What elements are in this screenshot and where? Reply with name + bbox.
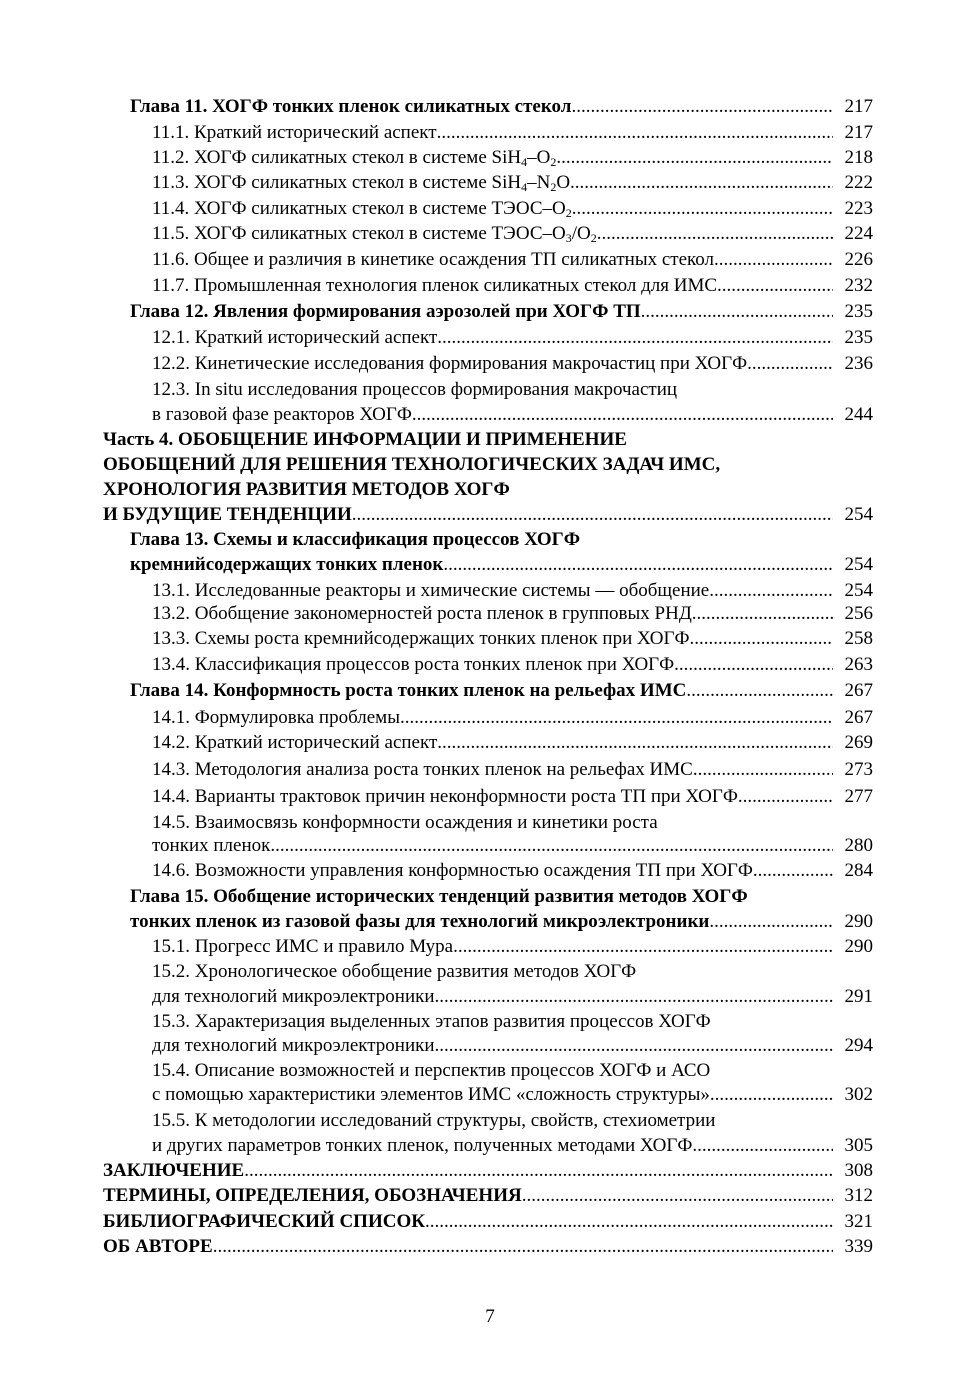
- toc-page-number: 294: [844, 1035, 873, 1056]
- dot-leader: [437, 325, 832, 350]
- toc-entry-s15-2-line-1[interactable]: [152, 959, 636, 984]
- toc-entry-s12-2[interactable]: [152, 351, 873, 376]
- toc-entry-s12-3-line-2[interactable]: [152, 402, 873, 427]
- dot-leader: [738, 784, 833, 809]
- toc-page-number: 256: [844, 603, 873, 624]
- dot-leader: [693, 757, 833, 782]
- toc-page-number: 305: [844, 1135, 873, 1156]
- toc-page-number: 277: [844, 786, 873, 807]
- toc-entry-title: 13.4. Классификация процессов роста тонких пленок при ХОГФ: [152, 654, 675, 675]
- toc-page-number: 263: [844, 654, 873, 675]
- toc-page-number: 232: [844, 275, 873, 296]
- toc-page-number: 235: [844, 301, 873, 322]
- toc-entry-ch14[interactable]: [130, 678, 873, 703]
- toc-entry-s12-1[interactable]: [152, 325, 873, 350]
- toc-entry-title: Глава 11. ХОГФ тонких пленок силикатных стекол: [130, 96, 572, 117]
- toc-entry-part4-line-3[interactable]: [103, 477, 510, 502]
- toc-page-number: 273: [844, 759, 873, 780]
- toc-entry-ch11[interactable]: [130, 94, 873, 119]
- toc-entry-title: И БУДУЩИЕ ТЕНДЕНЦИИ: [103, 504, 352, 525]
- toc-entry-s13-4[interactable]: [152, 652, 873, 677]
- dot-leader: [692, 601, 833, 626]
- page-number: 7: [485, 1306, 495, 1327]
- toc-entry-s11-6[interactable]: [152, 247, 873, 272]
- toc-page-number: 235: [844, 327, 873, 348]
- toc-entry-s13-3[interactable]: [152, 626, 873, 651]
- toc-entry-part4-line-1[interactable]: [103, 427, 627, 452]
- toc-entry-title: 15.1. Прогресс ИМС и правило Мура: [152, 936, 454, 957]
- toc-page-number: 222: [844, 172, 873, 193]
- toc-entry-title: кремнийсодержащих тонких пленок: [130, 554, 444, 575]
- toc-entry-title: с помощью характеристики элементов ИМС «сложность структуры»: [152, 1084, 710, 1105]
- toc-entry-title: для технологий микроэлектроники: [152, 1035, 435, 1056]
- toc-entry-s15-2-line-2[interactable]: [152, 984, 873, 1009]
- toc-page-number: 223: [844, 198, 873, 219]
- toc-page-number: 290: [844, 911, 873, 932]
- toc-page-number: 267: [844, 707, 873, 728]
- toc-entry-title: 12.3. In situ исследования процессов формирования макрочастиц: [152, 379, 678, 400]
- toc-entry-title: 14.5. Взаимосвязь конформности осаждения и кинетики роста: [152, 812, 658, 833]
- dot-leader: [674, 652, 832, 677]
- toc-entry-s15-4-line-2[interactable]: [152, 1082, 873, 1107]
- dot-leader: [690, 626, 833, 651]
- toc-entry-title: в газовой фазе реакторов ХОГФ: [152, 404, 412, 425]
- dot-leader: [710, 1082, 833, 1107]
- toc-entry-s14-4[interactable]: [152, 784, 873, 809]
- toc-page-number: 312: [844, 1185, 873, 1206]
- toc-entry-title: тонких пленок: [152, 835, 271, 856]
- toc-page-number: 244: [844, 404, 873, 425]
- toc-page-number: 226: [844, 249, 873, 270]
- toc-entry-s11-1[interactable]: [152, 120, 873, 145]
- toc-page-number: 291: [844, 986, 873, 1007]
- toc-entry-title: ХРОНОЛОГИЯ РАЗВИТИЯ МЕТОДОВ ХОГФ: [103, 479, 510, 500]
- dot-leader: [435, 1033, 833, 1058]
- toc-entry-title: Глава 12. Явления формирования аэрозолей при ХОГФ ТП: [130, 301, 641, 322]
- dot-leader: [522, 1183, 833, 1208]
- toc-entry-s15-5-line-1[interactable]: [152, 1108, 715, 1133]
- toc-entry-title: 13.3. Схемы роста кремнийсодержащих тонких пленок при ХОГФ: [152, 628, 690, 649]
- toc-entry-title: 12.2. Кинетические исследования формирования макрочастиц при ХОГФ: [152, 353, 748, 374]
- toc-entry-title: 11.5. ХОГФ силикатных стекол в системе ТЭОС–$O_3/O_2$: [152, 223, 597, 245]
- toc-entry-ch15-line-1[interactable]: [130, 884, 748, 909]
- toc-page-number: 290: [844, 936, 873, 957]
- toc-entry-title: Глава 14. Конформность роста тонких пленок на рельефах ИМС: [130, 680, 687, 701]
- toc-entry-title: 15.2. Хронологическое обобщение развития методов ХОГФ: [152, 961, 637, 982]
- dot-leader: [435, 984, 833, 1009]
- dot-leader: [352, 502, 833, 527]
- toc-entry-title: тонких пленок из газовой фазы для технологий микроэлектроники: [130, 911, 710, 932]
- toc-entry-s14-5-line-2[interactable]: [152, 833, 873, 858]
- toc-entry-title: 14.6. Возможности управления конформностью осаждения ТП при ХОГФ: [152, 860, 753, 881]
- toc-entry-title: ОБОБЩЕНИЙ ДЛЯ РЕШЕНИЯ ТЕХНОЛОГИЧЕСКИХ ЗАДАЧ ИМС,: [103, 454, 721, 475]
- toc-entry-s14-3[interactable]: [152, 757, 873, 782]
- dot-leader: [244, 1158, 832, 1183]
- toc-page-number: 217: [844, 122, 873, 143]
- dot-leader: [270, 833, 832, 858]
- toc-entry-title: БИБЛИОГРАФИЧЕСКИЙ СПИСОК: [103, 1211, 426, 1232]
- toc-entry-s13-1[interactable]: [152, 578, 873, 603]
- dot-leader: [437, 120, 833, 145]
- toc-page-number: 308: [844, 1160, 873, 1181]
- toc-entry-part4-line-4[interactable]: [103, 502, 873, 527]
- toc-entry-title: 15.3. Характеризация выделенных этапов развития процессов ХОГФ: [152, 1011, 711, 1032]
- toc-entry-author[interactable]: [103, 1234, 873, 1259]
- dot-leader: [437, 730, 832, 755]
- dot-leader: [597, 221, 833, 246]
- toc-entry-title: 11.2. ХОГФ силикатных стекол в системе $SiH_4-O_2$: [152, 147, 557, 169]
- toc-entry-s11-7[interactable]: [152, 273, 873, 298]
- toc-entry-title: для технологий микроэлектроники: [152, 986, 435, 1007]
- toc-entry-s14-2[interactable]: [152, 730, 873, 755]
- toc-entry-title: Часть 4. ОБОБЩЕНИЕ ИНФОРМАЦИИ И ПРИМЕНЕНИЕ: [103, 429, 627, 450]
- toc-entry-s14-1[interactable]: [152, 705, 873, 730]
- toc-page-number: 302: [844, 1084, 873, 1105]
- toc-entry-ch13-line-1[interactable]: [130, 527, 580, 552]
- toc-page-number: 254: [844, 580, 873, 601]
- dot-leader: [213, 1234, 833, 1259]
- dot-leader: [425, 1209, 832, 1234]
- toc-entry-title: 14.4. Варианты трактовок причин неконформности роста ТП при ХОГФ: [152, 786, 738, 807]
- toc-entry-title: 13.1. Исследованные реакторы и химические системы — обобщение: [152, 580, 710, 601]
- toc-page-number: 269: [844, 732, 873, 753]
- toc-entry-title: 15.5. К методологии исследований структуры, свойств, стехиометрии: [152, 1110, 716, 1131]
- dot-leader: [686, 678, 832, 703]
- dot-leader: [412, 402, 833, 427]
- toc-entry-s14-6[interactable]: [152, 858, 873, 883]
- toc-page-number: 284: [844, 860, 873, 881]
- toc-entry-title: Глава 15. Обобщение исторических тенденций развития методов ХОГФ: [130, 886, 748, 907]
- toc-page-number: 321: [844, 1211, 873, 1232]
- toc-entry-title: и других параметров тонких пленок, полученных методами ХОГФ: [152, 1135, 693, 1156]
- toc-page-number: 236: [844, 353, 873, 374]
- toc-entry-title: ОБ АВТОРЕ: [103, 1236, 213, 1257]
- toc-entry-part4-line-2[interactable]: [103, 452, 720, 477]
- toc-entry-ch15-line-2[interactable]: [130, 909, 873, 934]
- dot-leader: [709, 909, 832, 934]
- toc-entry-title: 14.2. Краткий исторический аспект: [152, 732, 438, 753]
- toc-entry-terms[interactable]: [103, 1183, 873, 1208]
- toc-entry-s15-3-line-1[interactable]: [152, 1009, 711, 1034]
- dot-leader: [747, 351, 832, 376]
- toc-entry-s11-2[interactable]: [152, 145, 873, 170]
- toc-entry-title: 11.1. Краткий исторический аспект: [152, 122, 437, 143]
- toc-page-number: 258: [844, 628, 873, 649]
- toc-page-number: 267: [844, 680, 873, 701]
- dot-leader: [641, 299, 833, 324]
- toc-page-number: 339: [844, 1236, 873, 1257]
- dot-leader: [714, 247, 832, 272]
- toc-entry-s12-3-line-1[interactable]: [152, 377, 677, 402]
- toc-page-number: 254: [844, 504, 873, 525]
- toc-entry-title: 11.3. ХОГФ силикатных стекол в системе $SiH_4-N_2O$: [152, 172, 571, 194]
- toc-entry-s11-3[interactable]: [152, 170, 873, 195]
- dot-leader: [453, 934, 832, 959]
- toc-entry-title: 14.1. Формулировка проблемы: [152, 707, 400, 728]
- toc-entry-title: ЗАКЛЮЧЕНИЕ: [103, 1160, 245, 1181]
- toc-entry-title: 11.4. ХОГФ силикатных стекол в системе ТЭОС–$O_2$: [152, 198, 572, 220]
- toc-entry-title: ТЕРМИНЫ, ОПРЕДЕЛЕНИЯ, ОБОЗНАЧЕНИЯ: [103, 1185, 522, 1206]
- dot-leader: [443, 552, 832, 577]
- dot-leader: [717, 273, 832, 298]
- toc-entry-title: 11.7. Промышленная технология пленок силикатных стекол для ИМС: [152, 275, 718, 296]
- toc-entry-ch12[interactable]: [130, 299, 873, 324]
- toc-page-number: 254: [844, 554, 873, 575]
- toc-entry-title: 12.1. Краткий исторический аспект: [152, 327, 438, 348]
- toc-entry-s14-5-line-1[interactable]: [152, 810, 658, 835]
- dot-leader: [753, 858, 833, 883]
- toc-page-number: 218: [844, 147, 873, 168]
- toc-entry-s15-4-line-1[interactable]: [152, 1058, 710, 1083]
- toc-page-number: 217: [844, 96, 873, 117]
- toc-entry-title: Глава 13. Схемы и классификация процессов ХОГФ: [130, 529, 581, 550]
- toc-entry-title: 13.2. Обобщение закономерностей роста пленок в групповых РНД: [152, 603, 692, 624]
- toc-entry-biblio[interactable]: [103, 1209, 873, 1234]
- toc-entry-s15-3-line-2[interactable]: [152, 1033, 873, 1058]
- toc-entry-ch13-line-2[interactable]: [130, 552, 873, 577]
- dot-leader: [709, 578, 832, 603]
- toc-entry-title: 11.6. Общее и различия в кинетике осаждения ТП силикатных стекол: [152, 249, 715, 270]
- toc-entry-s11-4[interactable]: [152, 196, 873, 221]
- toc-entry-title: 14.3. Методология анализа роста тонких пленок на рельефах ИМС: [152, 759, 693, 780]
- toc-entry-s11-5[interactable]: [152, 221, 873, 246]
- dot-leader: [570, 170, 832, 195]
- toc-entry-s15-1[interactable]: [152, 934, 873, 959]
- dot-leader: [571, 94, 832, 119]
- toc-entry-s15-5-line-2[interactable]: [152, 1133, 873, 1158]
- toc-entry-conclusion[interactable]: [103, 1158, 873, 1183]
- dot-leader: [572, 196, 833, 221]
- dot-leader: [692, 1133, 832, 1158]
- dot-leader: [400, 705, 833, 730]
- toc-page-number: 224: [844, 223, 873, 244]
- toc-entry-title: 15.4. Описание возможностей и перспектив процессов ХОГФ и АСО: [152, 1060, 711, 1081]
- toc-page-number: 280: [844, 835, 873, 856]
- toc-entry-s13-2[interactable]: [152, 601, 873, 626]
- dot-leader: [556, 145, 832, 170]
